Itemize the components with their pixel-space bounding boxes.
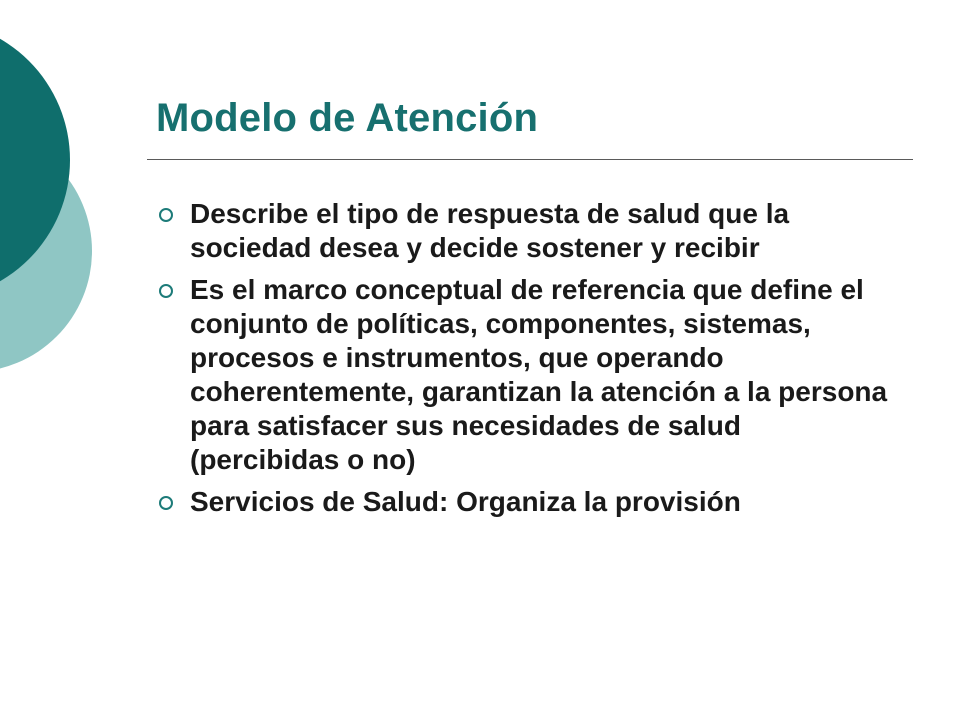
hollow-circle-bullet-icon [156,205,176,225]
bullet-text: Describe el tipo de respuesta de salud que la sociedad desea y decide sostener y recibir [190,198,790,263]
bullet-item [156,485,896,519]
bullet-list [156,197,896,527]
slide-title: Modelo de Atención [156,96,539,140]
bullet-item [156,273,896,477]
title-divider [147,159,913,160]
hollow-circle-bullet-icon [156,493,176,513]
bullet-item [156,197,896,265]
bullet-text: Servicios de Salud: Organiza la provisión [190,486,741,517]
bullet-text: Es el marco conceptual de referencia que define el conjunto de políticas, componentes, sistemas, procesos e instrumentos, que operando coherentemente, garantizan la atención a la persona para satisfacer sus necesidades de salud (percibidas o no) [190,274,888,475]
hollow-circle-bullet-icon [156,281,176,301]
